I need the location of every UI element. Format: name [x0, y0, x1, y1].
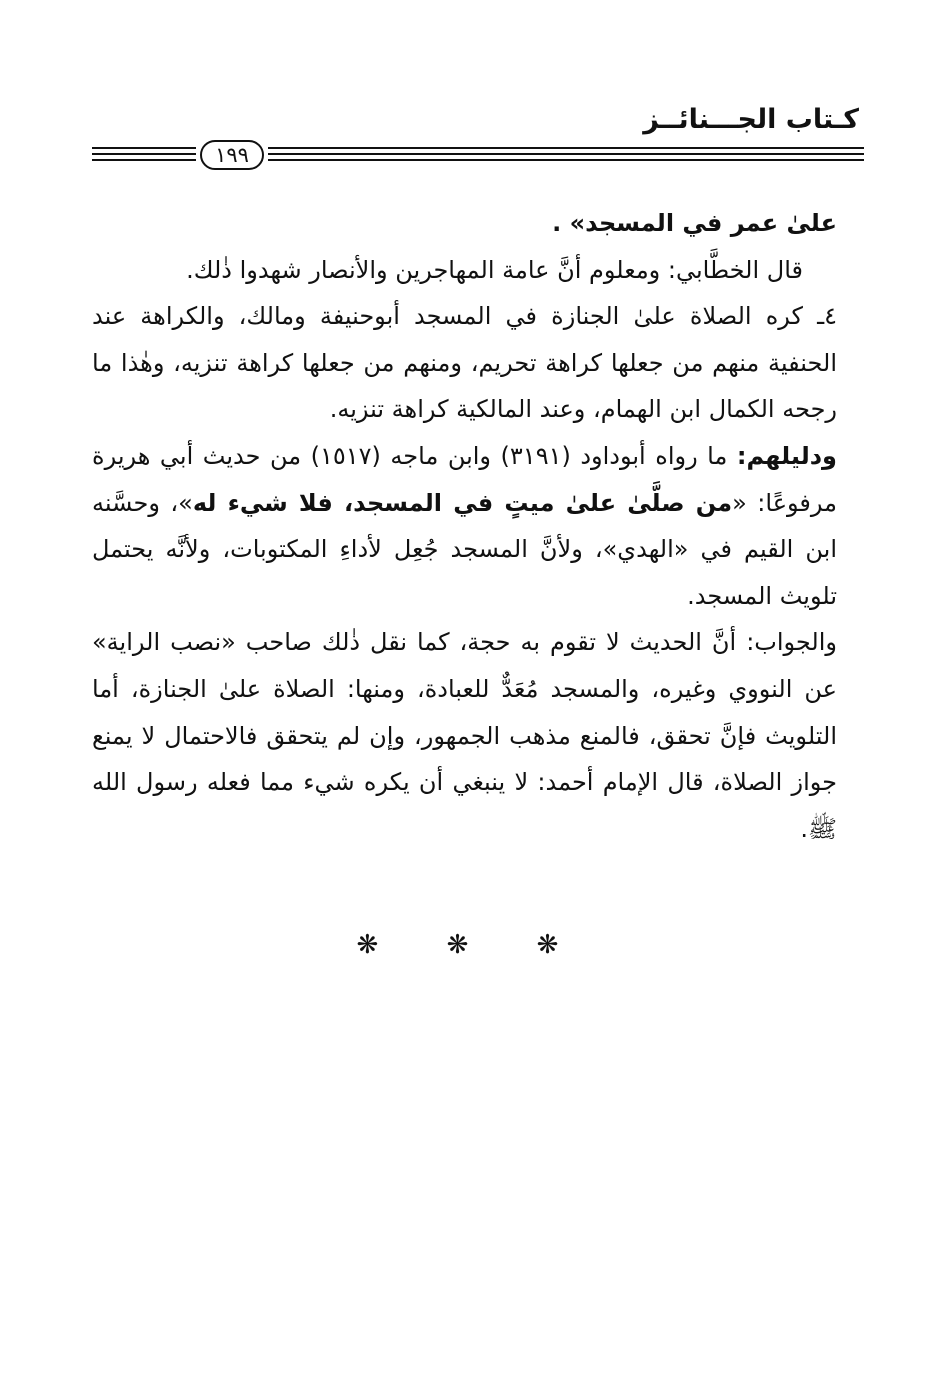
header-rule-right [268, 159, 864, 161]
paragraph-text: ما رواه أبوداود (٣١٩١) وابن ماجه (١٥١٧) من حديث أبي هريرة مرفوعًا: « [92, 441, 837, 517]
paragraph [92, 200, 837, 247]
running-title: كـتاب الجـــنائــز [643, 104, 859, 135]
body-text [92, 200, 837, 852]
paragraph-text: علىٰ عمر في المسجد» . [552, 209, 837, 237]
header-rule-left [92, 153, 196, 155]
paragraph [92, 433, 837, 619]
paragraph-number: ٤ـ [817, 302, 837, 331]
paragraph-text: والجواب: أنَّ الحديث لا تقوم به حجة، كما نقل ذٰلك صاحب «نصب الراية» عن النووي وغيره، والمسجد مُعَدٌّ للعبادة، ومنها: الصلاة علىٰ الجنازة، أما التلويث فإنَّ تحقق، فالمنع مذهب الجمهور، وإن لم يتحقق فالاحتمال لا يمنع جواز الصلاة، قال الإمام أحمد: لا ينبغي أن يكره شيء مما فعله رسول الله ﷺ. [92, 628, 837, 843]
section-separator-icon: ❋ ❋ ❋ [356, 930, 589, 960]
paragraph-text: كره الصلاة علىٰ الجنازة في المسجد أبوحنيفة ومالك، والكراهة عند الحنفية منهم من جعلها كراهة تحريم، ومنهم من جعلها كراهة تنزيه، وهٰذا ما رجحه الكمال ابن الهمام، وعند المالكية كراهة تنزيه. [92, 302, 837, 424]
paragraph [92, 247, 837, 294]
header-rule-left [92, 159, 196, 161]
paragraph-text: قال الخطَّابي: ومعلوم أنَّ عامة المهاجرين والأنصار شهدوا ذٰلك. [186, 255, 803, 284]
header-rule-left [92, 147, 196, 149]
paragraph-lead: ودليلهم: [736, 441, 837, 470]
paragraph-text: »، وحسَّنه ابن القيم في «الهدي»، ولأنَّ المسجد جُعِل لأداءِ المكتوبات، ولأنَّه يحتمل تلويث المسجد. [92, 488, 837, 610]
header-rule-right [268, 147, 864, 149]
paragraph [92, 619, 837, 852]
page-number: ١٩٩ [200, 140, 264, 170]
header-rule-right [268, 153, 864, 155]
numbered-paragraph [92, 293, 837, 433]
hadith-quote: من صلَّىٰ علىٰ ميتٍ في المسجد، فلا شيء له [192, 488, 733, 517]
